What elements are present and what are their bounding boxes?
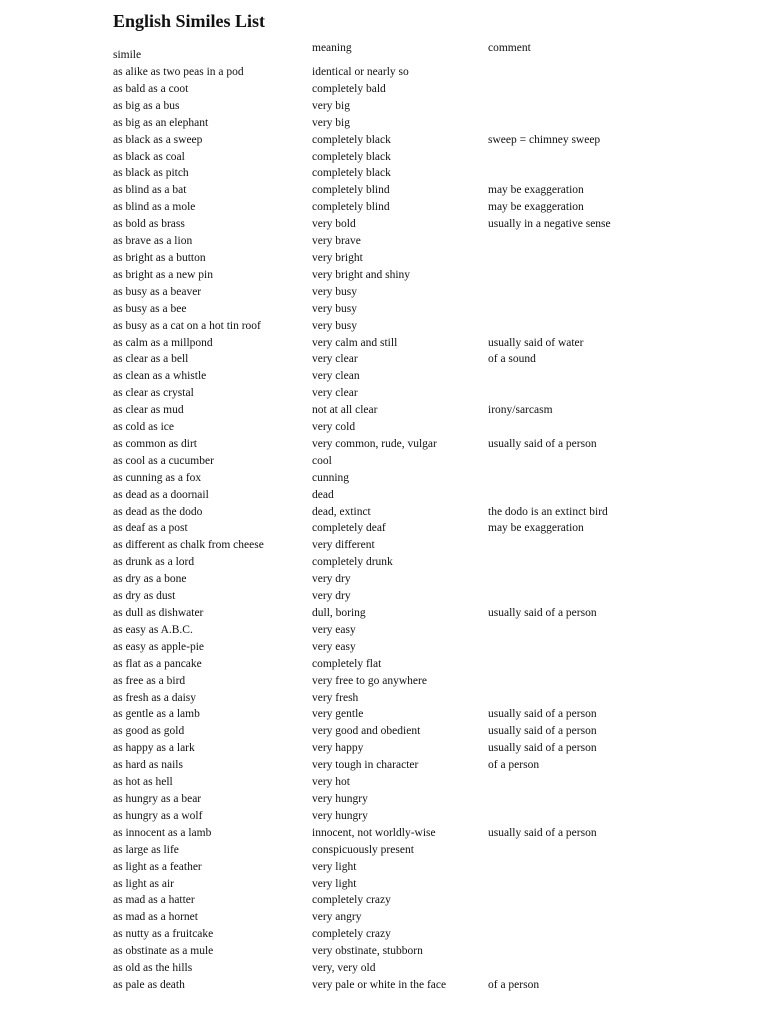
table-row [0,115,768,132]
page-title: English Similes List [113,11,266,31]
simile-cell: as dry as dust [113,590,176,603]
simile-cell: as alike as two peas in a pod [113,66,244,78]
table-row [0,233,768,250]
comment-cell: may be exaggeration [488,184,584,197]
simile-cell: as fresh as a daisy [113,691,197,704]
comment-cell: usually said of a person [488,826,597,839]
table-row [0,149,768,166]
simile-cell: as calm as a millpond [113,336,213,349]
comment-cell: usually said of a person [488,725,597,738]
simile-cell: as mad as a hatter [113,894,195,907]
simile-cell: as easy as A.B.C. [113,623,193,636]
table-row [0,757,768,774]
simile-cell: as clear as mud [113,404,184,417]
simile-cell: as innocent as a lamb [113,826,212,839]
simile-cell: as free as a bird [113,674,186,687]
simile-cell: as big as an elephant [113,116,209,129]
comment-cell: usually said of a person [488,607,597,619]
simile-cell: as dry as a bone [113,573,187,586]
simile-cell: as hungry as a wolf [113,809,203,822]
table-row [0,977,768,994]
simile-cell: as cool as a cucumber [113,454,214,467]
simile-cell: as hard as nails [113,759,183,772]
table-row [0,132,768,149]
meaning-cell: dead [312,488,334,501]
table-row [0,537,768,554]
meaning-cell: completely black [312,133,391,146]
simile-cell: as light as air [113,877,174,890]
meaning-cell: very calm and still [312,336,398,349]
simile-cell: as easy as apple-pie [113,640,205,653]
simile-cell: as dead as the dodo [113,505,203,518]
meaning-cell: completely flat [312,657,382,670]
meaning-cell: very big [312,99,351,112]
comment-cell: the dodo is an extinct bird [488,505,608,518]
meaning-cell: very bright and shiny [312,268,411,281]
table-row [0,791,768,808]
meaning-cell: very hungry [312,792,368,805]
simile-cell: as busy as a beaver [113,285,202,298]
meaning-cell: not at all clear [312,404,378,417]
comment-cell: irony/sarcasm [488,404,553,417]
table-row [0,876,768,893]
table-row [0,622,768,639]
table-row [0,926,768,943]
comment-cell: usually in a negative sense [488,218,611,231]
meaning-cell: completely crazy [312,928,391,941]
meaning-cell: very easy [312,640,356,653]
table-row [0,419,768,436]
meaning-cell: identical or nearly so [312,66,409,78]
simile-cell: as brave as a lion [113,235,193,248]
meaning-cell: very common, rude, vulgar [312,437,437,450]
comment-cell: usually said of water [488,336,584,349]
meaning-cell: very clean [312,370,360,383]
simile-cell: as light as a feather [113,860,202,873]
table-row [0,588,768,605]
simile-cell: as dull as dishwater [113,607,204,619]
simile-cell: as hot as hell [113,776,173,789]
meaning-cell: very good and obedient [312,725,421,738]
meaning-cell: very busy [312,319,358,332]
table-row [0,520,768,537]
comment-cell: usually said of a person [488,437,597,450]
meaning-cell: very hungry [312,809,368,822]
meaning-cell: very fresh [312,691,359,704]
table-row [0,740,768,757]
table-row [0,385,768,402]
meaning-cell: very light [312,860,357,873]
meaning-cell: dead, extinct [312,505,371,518]
column-header-comment: comment [488,42,531,54]
table-row [0,571,768,588]
meaning-cell: very easy [312,623,356,636]
table-row [0,216,768,233]
table-row [0,98,768,115]
simile-cell: as big as a bus [113,99,180,112]
simile-cell: as gentle as a lamb [113,708,200,721]
comment-cell: may be exaggeration [488,201,584,214]
simile-cell: as black as coal [113,150,185,163]
meaning-cell: cool [312,454,332,467]
table-row [0,487,768,504]
simile-cell: as cold as ice [113,421,174,434]
meaning-cell: dull, boring [312,607,366,619]
meaning-cell: very busy [312,302,358,315]
meaning-cell: completely black [312,167,391,180]
table-row [0,267,768,284]
meaning-cell: innocent, not worldly-wise [312,826,436,839]
simile-cell: as common as dirt [113,437,197,450]
meaning-cell: very gentle [312,708,364,721]
meaning-cell: very big [312,116,351,129]
meaning-cell: very pale or white in the face [312,978,447,991]
simile-cell: as old as the hills [113,962,193,975]
table-row [0,470,768,487]
table-row [0,64,768,81]
table-row [0,250,768,267]
simile-cell: as happy as a lark [113,742,195,755]
simile-cell: as mad as a hornet [113,911,198,924]
meaning-cell: very hot [312,776,351,789]
meaning-cell: completely deaf [312,522,386,535]
meaning-cell: conspicuously present [312,843,414,856]
table-row [0,199,768,216]
table-row [0,723,768,740]
meaning-cell: very free to go anywhere [312,674,427,687]
meaning-cell: very dry [312,590,351,603]
simile-cell: as clear as a bell [113,353,189,366]
simile-cell: as flat as a pancake [113,657,202,670]
simile-cell: as deaf as a post [113,522,188,535]
table-row [0,943,768,960]
meaning-cell: very bright [312,251,363,264]
table-row [0,368,768,385]
table-row [0,909,768,926]
simile-cell: as different as chalk from cheese [113,539,264,552]
table-row [0,706,768,723]
table-row [0,774,768,791]
simile-cell: as clear as crystal [113,387,194,400]
meaning-cell: very dry [312,573,351,586]
table-row [0,554,768,571]
table-row [0,656,768,673]
table-row [0,284,768,301]
table-row [0,690,768,707]
meaning-cell: completely bald [312,82,386,95]
meaning-cell: very clear [312,387,358,400]
simile-cell: as pale as death [113,978,185,991]
simile-cell: as bright as a new pin [113,268,213,281]
meaning-cell: very clear [312,353,358,366]
meaning-cell: completely drunk [312,556,393,569]
simile-cell: as blind as a bat [113,184,187,197]
similes-table [0,64,768,994]
table-row [0,453,768,470]
simile-cell: as black as pitch [113,167,189,180]
simile-cell: as obstinate as a mule [113,945,214,958]
meaning-cell: completely black [312,150,391,163]
meaning-cell: very different [312,539,375,552]
comment-cell: of a person [488,978,540,991]
meaning-cell: very bold [312,218,356,231]
meaning-cell: very obstinate, stubborn [312,945,423,958]
simile-cell: as large as life [113,843,179,856]
table-row [0,504,768,521]
table-row [0,351,768,368]
meaning-cell: very light [312,877,357,890]
simile-cell: as cunning as a fox [113,471,202,484]
comment-cell: of a sound [488,353,536,366]
simile-cell: as blind as a mole [113,201,196,214]
column-header-meaning: meaning [312,42,352,54]
meaning-cell: completely blind [312,201,390,214]
table-row [0,960,768,977]
table-row [0,402,768,419]
meaning-cell: very cold [312,421,356,434]
comment-cell: may be exaggeration [488,522,584,535]
simile-cell: as hungry as a bear [113,792,202,805]
simile-cell: as bold as brass [113,218,185,231]
table-row [0,673,768,690]
table-row [0,318,768,335]
simile-cell: as nutty as a fruitcake [113,928,214,941]
simile-cell: as dead as a doornail [113,488,209,501]
table-row [0,639,768,656]
table-row [0,301,768,318]
table-row [0,808,768,825]
meaning-cell: very, very old [312,962,376,975]
meaning-cell: cunning [312,471,350,484]
meaning-cell: very busy [312,285,358,298]
comment-cell: usually said of a person [488,742,597,755]
table-row [0,182,768,199]
simile-cell: as busy as a cat on a hot tin roof [113,319,261,332]
column-header-simile: simile [113,49,142,61]
meaning-cell: completely blind [312,184,390,197]
comment-cell: of a person [488,759,540,772]
meaning-cell: very tough in character [312,759,419,772]
table-row [0,859,768,876]
table-row [0,825,768,842]
table-row [0,165,768,182]
simile-cell: as bald as a coot [113,82,189,95]
simile-cell: as black as a sweep [113,133,203,146]
table-row [0,842,768,859]
meaning-cell: very brave [312,235,361,248]
simile-cell: as clean as a whistle [113,370,207,383]
meaning-cell: very angry [312,911,362,924]
comment-cell: sweep = chimney sweep [488,133,601,146]
simile-cell: as good as gold [113,725,185,738]
simile-cell: as busy as a bee [113,302,187,315]
comment-cell: usually said of a person [488,708,597,721]
table-row [0,335,768,352]
simile-cell: as bright as a button [113,251,206,264]
table-row [0,605,768,622]
simile-cell: as drunk as a lord [113,556,195,569]
meaning-cell: completely crazy [312,894,391,907]
table-row [0,892,768,909]
table-row [0,436,768,453]
table-row [0,81,768,98]
meaning-cell: very happy [312,742,364,755]
